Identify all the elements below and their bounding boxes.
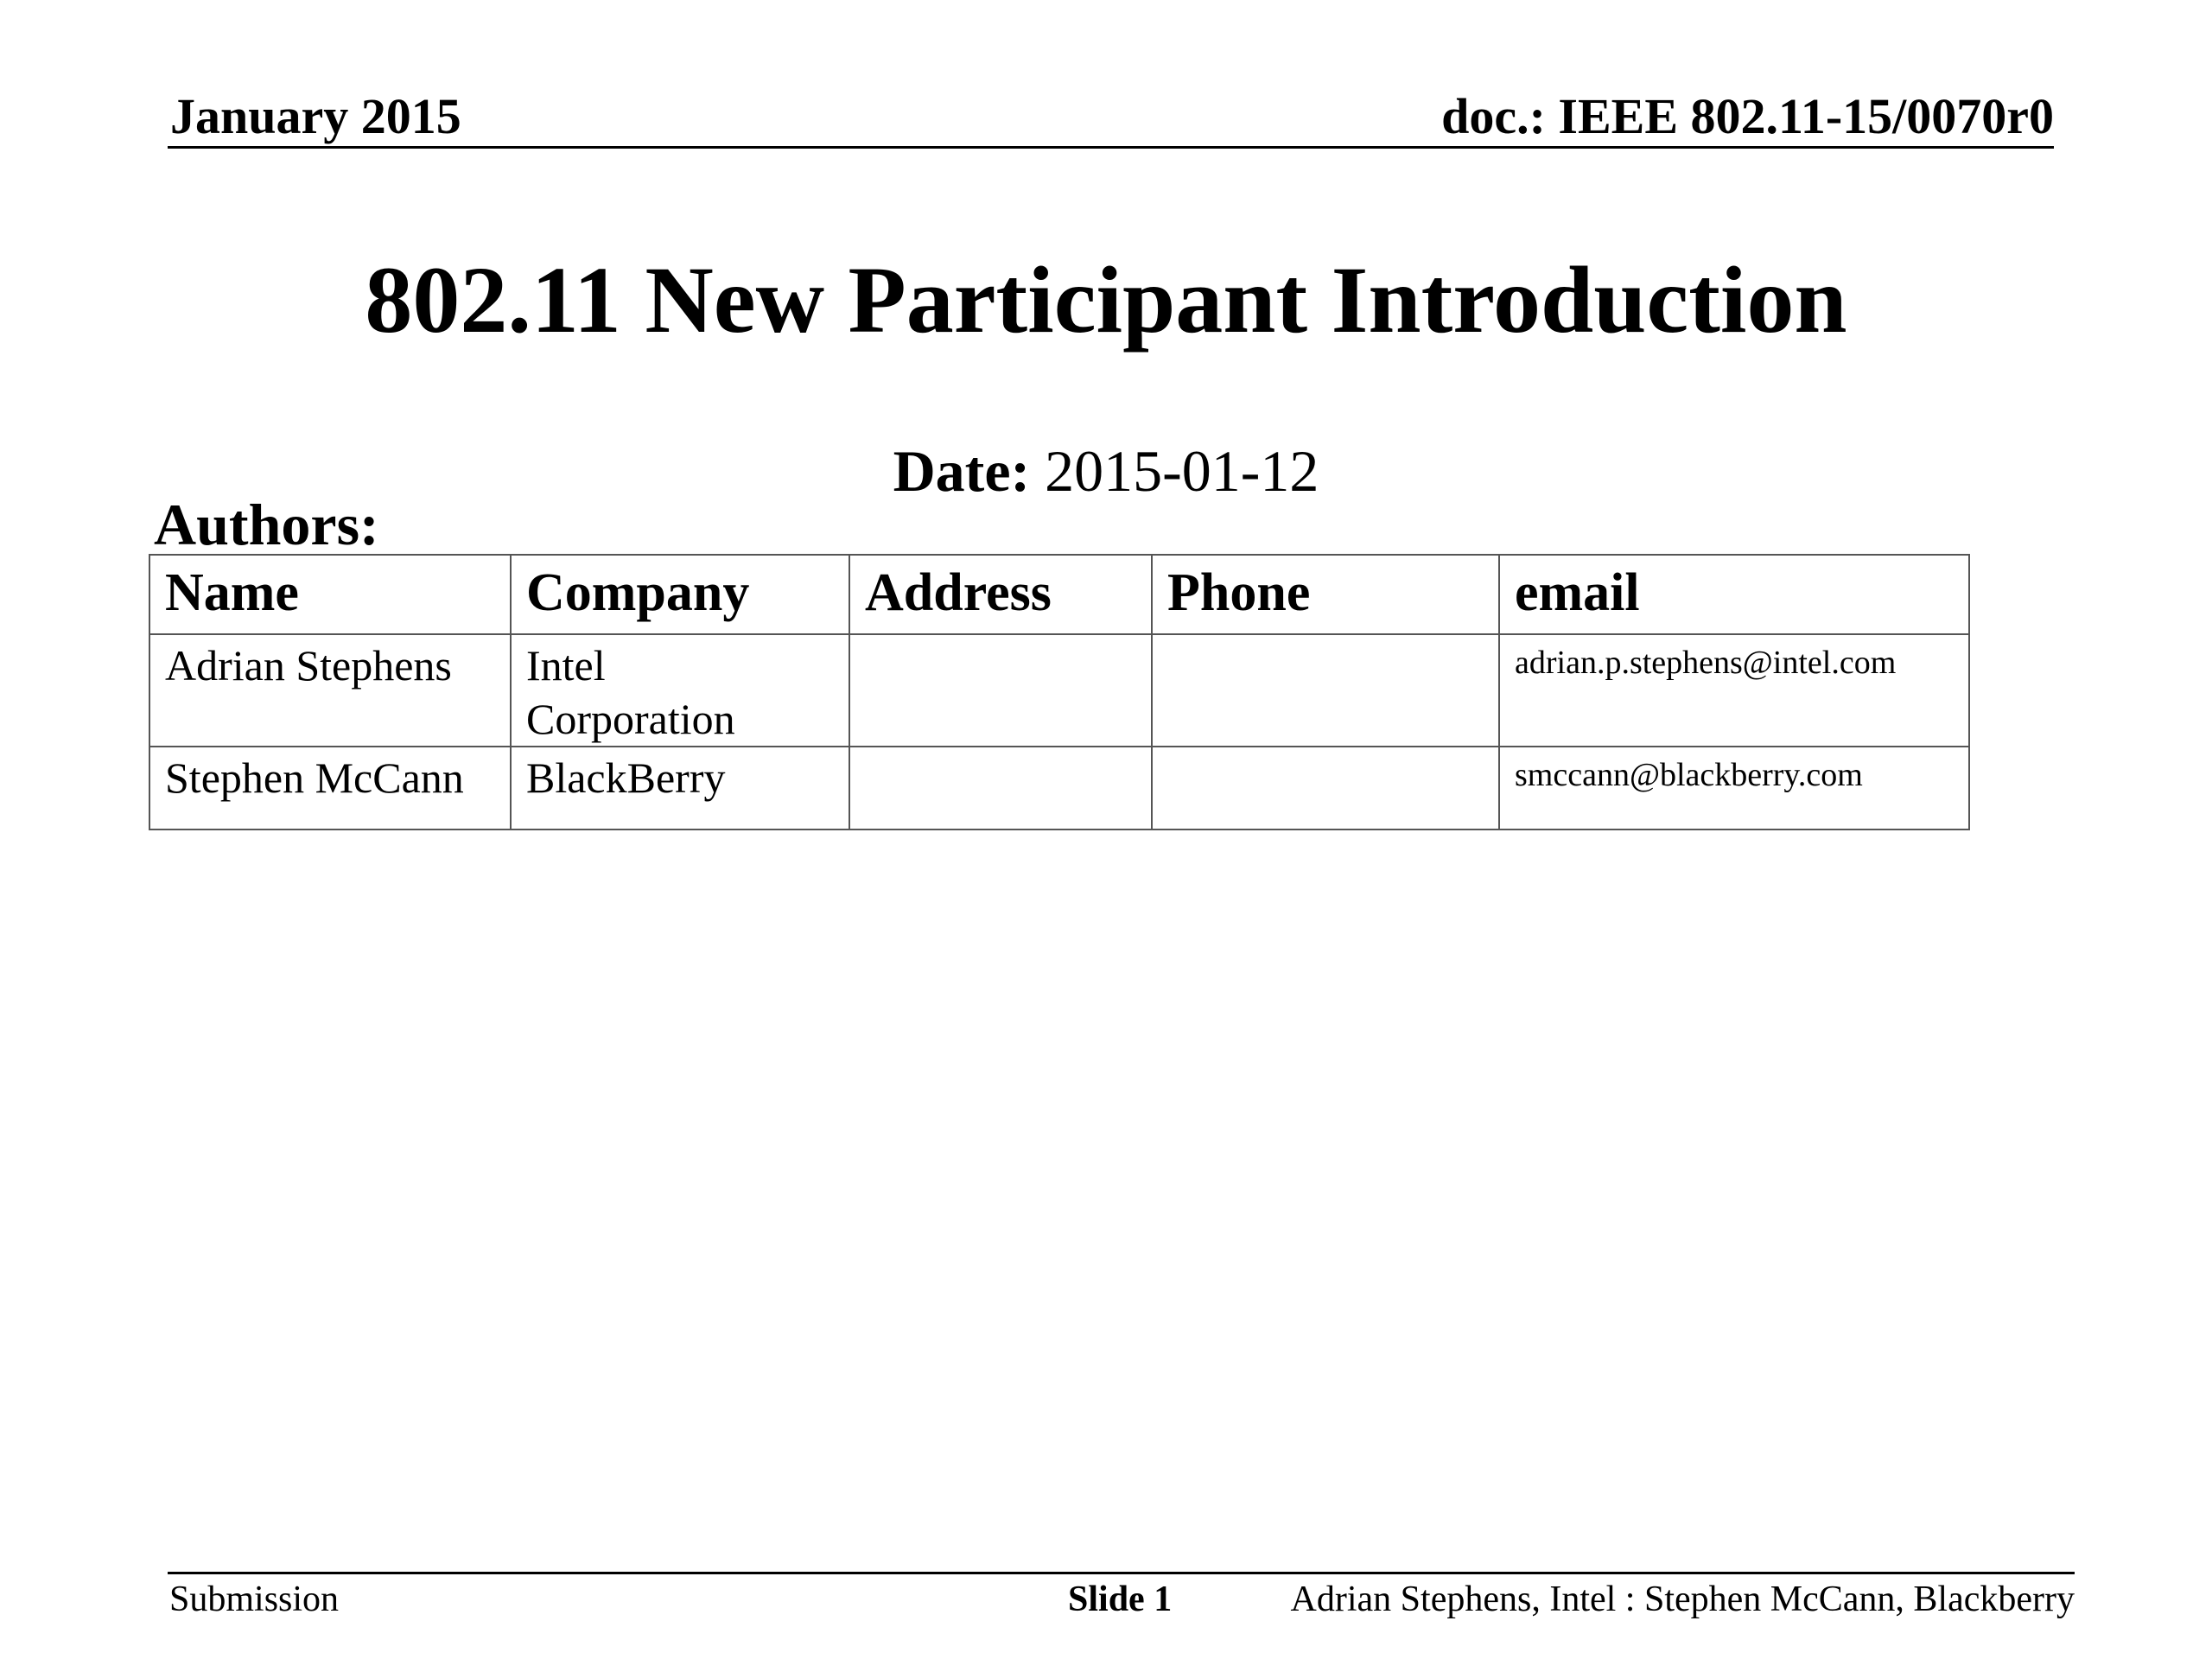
table-row [149,634,1969,747]
footer-divider [168,1572,2075,1574]
footer-authors: Adrian Stephens, Intel : Stephen McCann, Blackberry [1290,1580,2075,1619]
header-divider [168,146,2054,149]
column-header-address: Address [849,555,1152,634]
authors-table [149,554,1970,830]
author-email: smccann@blackberry.com [1499,747,1969,830]
author-company [511,634,849,747]
author-name: Stephen McCann [149,747,511,830]
author-email: adrian.p.stephens@intel.com [1499,634,1969,747]
author-address [849,747,1152,830]
date-value: 2015-01-12 [1045,438,1319,504]
column-header-company: Company [511,555,849,634]
author-address [849,634,1152,747]
author-company-line: BlackBerry [526,753,726,802]
footer-submission: Submission [169,1580,340,1619]
table-header-row [149,555,1969,634]
author-phone [1152,634,1499,747]
author-company [511,747,849,830]
author-name: Adrian Stephens [149,634,511,747]
header-doc-id: doc.: IEEE 802.11-15/0070r0 [1441,88,2054,144]
author-company-line: Intel [526,641,606,690]
footer-slide-number: Slide 1 [1068,1580,1173,1619]
author-phone [1152,747,1499,830]
author-company-line: Corporation [526,695,735,743]
table-row [149,747,1969,830]
column-header-phone: Phone [1152,555,1499,634]
header-date: January 2015 [170,88,461,144]
column-header-name: Name [149,555,511,634]
column-header-email: email [1499,555,1969,634]
authors-label: Authors: [154,492,379,557]
date-label: Date: [893,438,1031,504]
slide-title: 802.11 New Participant Introduction [365,247,1847,353]
